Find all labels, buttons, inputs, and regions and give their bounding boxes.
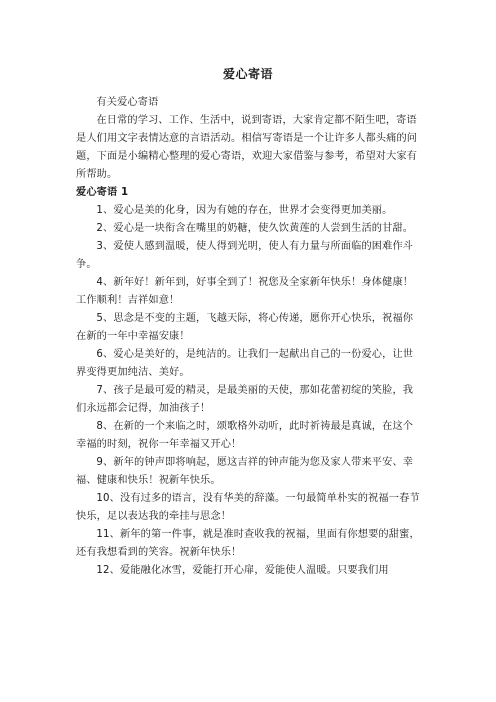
list-item: 4、新年好！新年到，好事全到了！祝您及全家新年快乐！身体健康！工作顺利！吉祥如意！: [76, 277, 414, 306]
list-item: 8、在新的一个来临之时，颂歌格外动听，此时祈祷最是真诚，在这个幸福的时刻，祝你一年幸福又开心！: [76, 421, 414, 450]
list-item: 12、爱能融化冰雪，爱能打开心扉，爱能使人温暖。只要我们用: [96, 565, 389, 576]
document-subtitle: 有关爱心寄语: [96, 97, 159, 108]
list-item: 3、爱使人感到温暖，使人得到光明，使人有力量与所面临的困难作斗争。: [76, 241, 414, 270]
list-item: 11、新年的第一件事，就是准时查收我的祝福，里面有你想要的甜蜜，还有我想看到的笑容。祝新年快乐！: [76, 529, 420, 558]
intro-paragraph: 在日常的学习、工作、生活中，说到寄语，大家肯定都不陌生吧，寄语是人们用文字表情达意的言语活动。相信写寄语是一个让许多人都头痛的问题，下面是小编精心整理的爱心寄语，欢迎大家借鉴与参考，希望对大家有所帮助。: [76, 115, 418, 180]
list-item: 1、爱心是美的化身，因为有她的存在，世界才会变得更加美丽。: [96, 205, 393, 216]
list-item: 5、思念是不变的主题，飞越天际，将心传递，愿你开心快乐，祝福你在新的一年中幸福安康！: [76, 313, 414, 342]
list-item: 10、没有过多的语言，没有华美的辞藻。一句最简单朴实的祝福一春节快乐，足以表达我的牵挂与思念！: [76, 493, 420, 522]
document-title: 爱心寄语: [222, 67, 273, 81]
list-item: 7、孩子是最可爱的精灵，是最美丽的天使，那如花蕾初绽的笑脸，我们永远都会记得，加油孩子！: [76, 385, 414, 414]
list-item: 6、爱心是美好的，是纯洁的。让我们一起献出自己的一份爱心，让世界变得更加纯洁、美好。: [76, 349, 414, 378]
list-item: 9、新年的钟声即将响起，愿这吉祥的钟声能为您及家人带来平安、幸福、健康和快乐！祝新年快乐。: [76, 457, 414, 486]
document-body: [76, 94, 422, 580]
section-heading: 爱心寄语 1: [76, 187, 129, 198]
list-item: 2、爱心是一块衔含在嘴里的奶糖，使久饮黄莲的人尝到生活的甘甜。: [96, 223, 414, 234]
